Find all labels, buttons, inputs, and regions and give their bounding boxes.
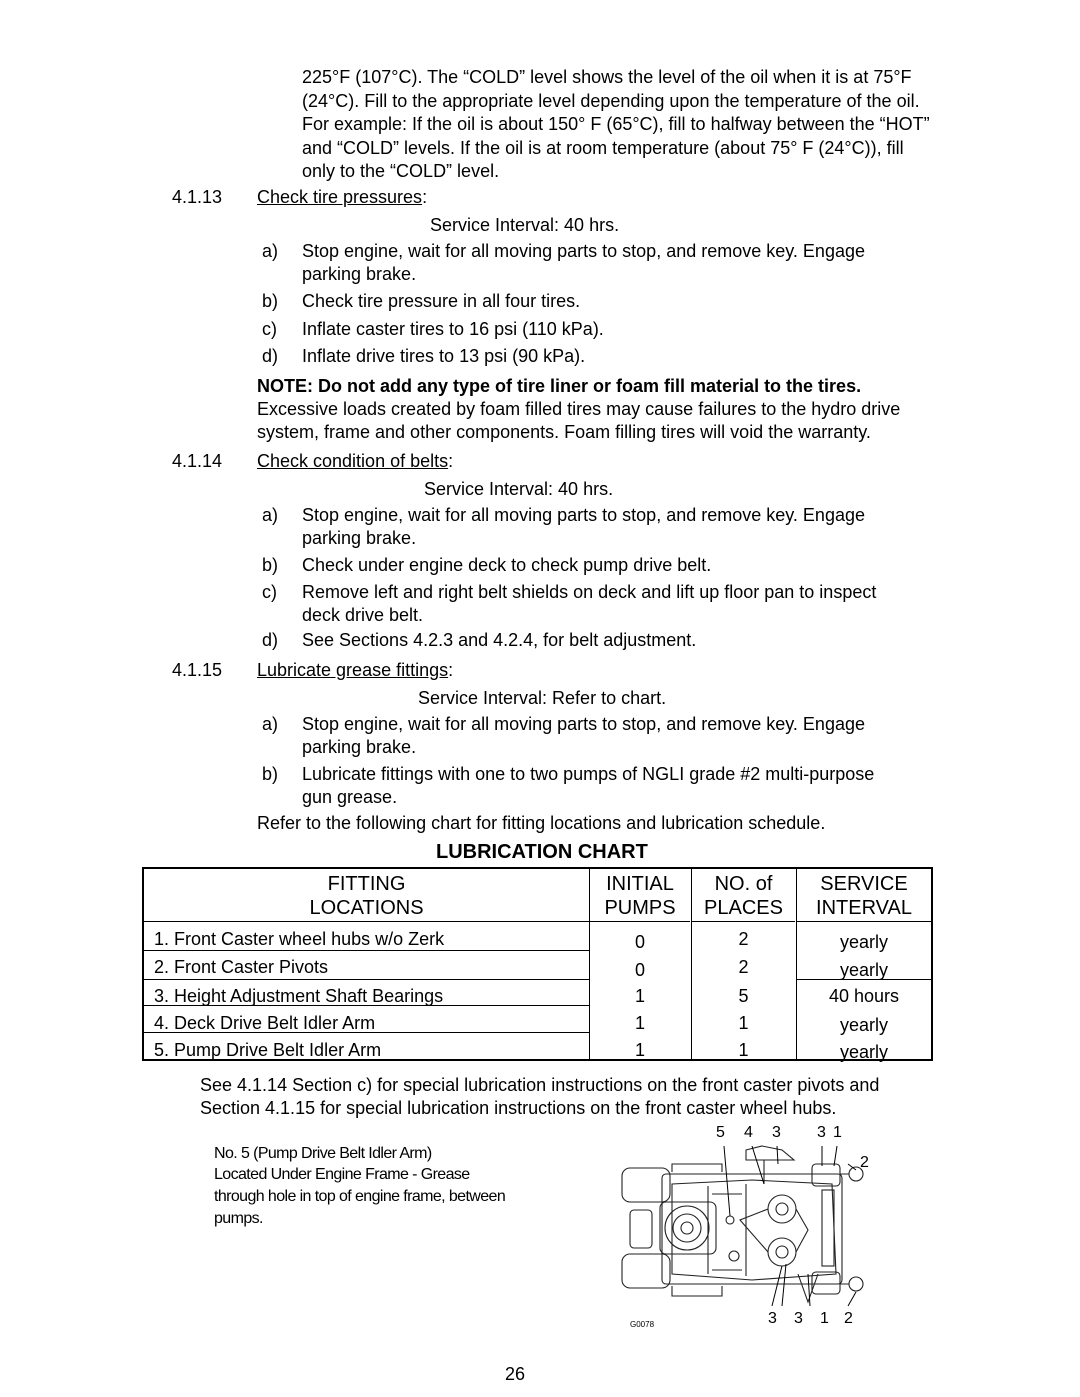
header-line: PLACES <box>704 897 783 919</box>
no-of-places: 1 <box>738 1040 749 1060</box>
fitting-location: 5. Pump Drive Belt Idler Arm <box>154 1040 382 1060</box>
header-rule <box>692 921 795 922</box>
title-colon: : <box>448 451 454 471</box>
section-title <box>257 186 427 208</box>
section-number: 4.1.14 <box>172 451 223 471</box>
caption-line: Located Under Engine Frame - Grease <box>214 1166 470 1183</box>
header-rule <box>590 921 690 922</box>
service-interval: Service Interval: 40 hrs. <box>430 215 620 235</box>
step-letter: a) <box>262 714 279 734</box>
caption-line: pumps. <box>214 1210 263 1227</box>
fitting-location: 4. Deck Drive Belt Idler Arm <box>154 1013 376 1033</box>
header-fitting <box>144 872 589 920</box>
header-initial <box>590 872 690 920</box>
intro-line-2: (24°C). Fill to the appropriate level depending upon the temperature of the oil. <box>302 91 920 111</box>
lubrication-table <box>142 867 933 1061</box>
initial-pumps: 1 <box>634 1013 645 1033</box>
section-number: 4.1.15 <box>172 660 223 680</box>
service-interval-value: yearly <box>839 960 888 980</box>
step-text: See Sections 4.2.3 and 4.2.4, for belt adjustment. <box>302 630 697 650</box>
mower-lubrication-diagram <box>612 1124 892 1334</box>
step-letter: a) <box>262 241 279 261</box>
callout-3: 3 <box>794 1310 803 1327</box>
fitting-location: 1. Front Caster wheel hubs w/o Zerk <box>154 929 445 949</box>
step-text: Check under engine deck to check pump drive belt. <box>302 555 712 575</box>
fitting-location: 3. Height Adjustment Shaft Bearings <box>154 986 444 1006</box>
step-letter: b) <box>262 764 279 784</box>
row-rule <box>144 950 589 951</box>
callout-1: 1 <box>833 1124 842 1141</box>
after-chart-line: Section 4.1.15 for special lubrication instructions on the front caster wheel hubs. <box>200 1098 837 1118</box>
callout-3: 3 <box>772 1124 781 1141</box>
no-of-places: 5 <box>738 986 749 1006</box>
header-rule <box>144 921 589 922</box>
section-title-text: Check tire pressures <box>257 187 423 207</box>
section-title <box>257 450 453 472</box>
step-letter: c) <box>262 319 277 339</box>
title-colon: : <box>422 187 428 207</box>
callout-4: 4 <box>744 1124 753 1141</box>
step-letter: d) <box>262 346 279 366</box>
initial-pumps: 1 <box>634 986 645 1006</box>
header-line: LOCATIONS <box>309 897 424 919</box>
intro-line-1: 225°F (107°C). The “COLD” level shows the level of the oil when it is at 75°F <box>302 67 912 87</box>
step-text: Stop engine, wait for all moving parts to stop, and remove key. Engage <box>302 505 865 525</box>
caption-line: through hole in top of engine frame, between <box>214 1188 506 1205</box>
step-text: deck drive belt. <box>302 605 424 625</box>
header-places <box>692 872 795 920</box>
service-interval-value: yearly <box>839 1015 888 1035</box>
title-colon: : <box>448 660 454 680</box>
step-text: Check tire pressure in all four tires. <box>302 291 581 311</box>
service-interval: Service Interval: 40 hrs. <box>424 479 614 499</box>
step-text: parking brake. <box>302 737 417 757</box>
note-text: system, frame and other components. Foam filling tires will void the warranty. <box>257 422 871 442</box>
no-of-places: 2 <box>738 929 749 949</box>
initial-pumps: 0 <box>634 960 645 980</box>
callout-2: 2 <box>860 1154 869 1171</box>
step-text: Stop engine, wait for all moving parts to stop, and remove key. Engage <box>302 241 865 261</box>
header-line: SERVICE <box>820 873 908 895</box>
callout-3: 3 <box>768 1310 777 1327</box>
refer-text: Refer to the following chart for fitting locations and lubrication schedule. <box>257 813 826 833</box>
step-text: Inflate caster tires to 16 psi (110 kPa). <box>302 319 604 339</box>
section-title-text: Lubricate grease fittings <box>257 660 449 680</box>
chart-title: LUBRICATION CHART <box>436 841 648 863</box>
step-text: gun grease. <box>302 787 398 807</box>
mower-frame-illustration <box>612 1124 892 1334</box>
callout-3: 3 <box>817 1124 826 1141</box>
after-chart-line: See 4.1.14 Section c) for special lubrication instructions on the front caster pivots and <box>200 1075 880 1095</box>
intro-line-5: only to the “COLD” level. <box>302 161 500 181</box>
service-interval-value: yearly <box>839 1042 888 1062</box>
header-line: INITIAL <box>606 873 674 895</box>
step-text: Lubricate fittings with one to two pumps of NGLI grade #2 multi-purpose <box>302 764 875 784</box>
callout-5: 5 <box>716 1124 725 1141</box>
header-line: PUMPS <box>604 897 676 919</box>
header-line: FITTING <box>327 873 406 895</box>
step-letter: b) <box>262 291 279 311</box>
step-letter: b) <box>262 555 279 575</box>
note-text: Excessive loads created by foam filled tires may cause failures to the hydro drive <box>257 399 901 419</box>
diagram-code: G0078 <box>630 1320 655 1329</box>
section-number: 4.1.13 <box>172 187 223 207</box>
step-letter: d) <box>262 630 279 650</box>
no-of-places: 2 <box>738 957 749 977</box>
intro-line-4: and “COLD” levels. If the oil is at room temperature (about 75° F (24°C)), fill <box>302 138 904 158</box>
step-text: Stop engine, wait for all moving parts to stop, and remove key. Engage <box>302 714 865 734</box>
note-bold: NOTE: Do not add any type of tire liner or foam fill material to the tires. <box>257 376 862 396</box>
header-line: NO. of <box>714 873 773 895</box>
step-text: Remove left and right belt shields on deck and lift up floor pan to inspect <box>302 582 877 602</box>
header-interval <box>797 872 931 920</box>
intro-line-3: For example: If the oil is about 150° F (65°C), fill to halfway between the “HOT” <box>302 114 930 134</box>
service-interval: Service Interval: Refer to chart. <box>418 688 667 708</box>
section-title <box>257 659 453 681</box>
callout-1: 1 <box>820 1310 829 1327</box>
service-interval-value: yearly <box>839 932 888 952</box>
section-title-text: Check condition of belts <box>257 451 449 471</box>
callout-2: 2 <box>844 1310 853 1327</box>
header-rule <box>797 921 931 922</box>
no-of-places: 1 <box>738 1013 749 1033</box>
service-interval-value: 40 hours <box>828 986 900 1006</box>
step-letter: a) <box>262 505 279 525</box>
initial-pumps: 0 <box>634 932 645 952</box>
page-number: 26 <box>505 1364 526 1384</box>
initial-pumps: 1 <box>634 1040 645 1060</box>
caption-line: No. 5 (Pump Drive Belt Idler Arm) <box>214 1145 432 1162</box>
header-line: INTERVAL <box>816 897 912 919</box>
row-rule <box>144 979 589 980</box>
step-text: parking brake. <box>302 528 417 548</box>
fitting-location: 2. Front Caster Pivots <box>154 957 329 977</box>
step-text: Inflate drive tires to 13 psi (90 kPa). <box>302 346 586 366</box>
step-letter: c) <box>262 582 277 602</box>
step-text: parking brake. <box>302 264 417 284</box>
